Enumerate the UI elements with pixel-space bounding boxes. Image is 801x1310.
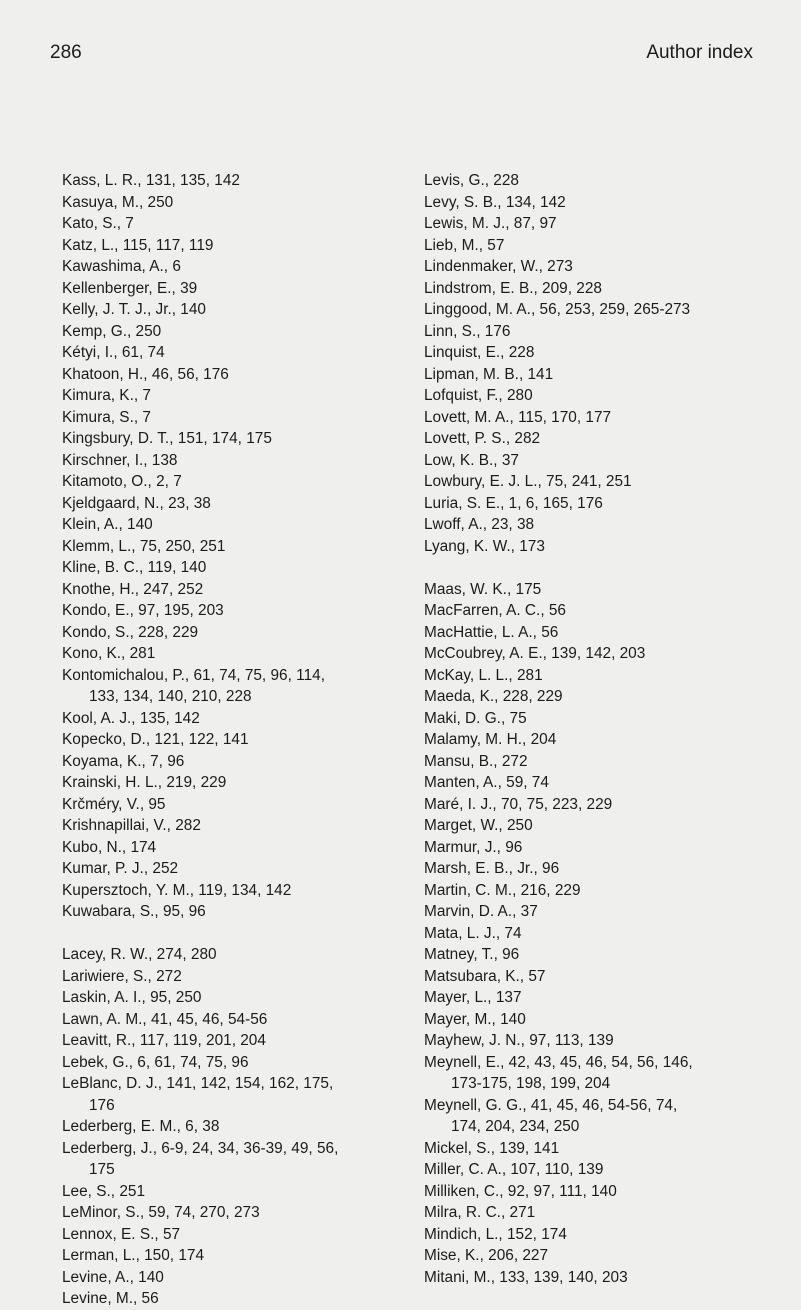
index-entry: Levy, S. B., 134, 142 [424,193,566,211]
index-entry: Meynell, E., 42, 43, 45, 46, 54, 56, 146, [424,1053,693,1071]
index-entry: Kubo, N., 174 [62,838,157,856]
index-entry-continuation: 176 [89,1096,115,1114]
index-entry: Kline, B. C., 119, 140 [62,559,207,576]
index-entry: Krishnapillai, V., 282 [62,817,201,834]
index-column-left [62,170,407,1310]
index-entry: Malamy, M. H., 204 [424,731,557,748]
index-entry: Lederberg, J., 6-9, 24, 34, 36-39, 49, 56, [62,1139,339,1157]
index-entry: LeBlanc, D. J., 141, 142, 154, 162, 175, [62,1075,334,1092]
index-entry: Mayer, M., 140 [424,1010,526,1028]
index-entry: Mayer, L., 137 [424,989,522,1006]
index-entry: Kemp, G., 250 [62,322,162,340]
index-entry: Katz, L., 115, 117, 119 [62,236,214,254]
index-entry: Martin, C. M., 216, 229 [424,881,581,899]
letter-group-gap [62,923,407,945]
index-entry: Kono, K., 281 [62,645,156,662]
index-entry: Lerman, L., 150, 174 [62,1247,205,1264]
index-entry: Laskin, A. I., 95, 250 [62,989,202,1006]
index-entry: Kingsbury, D. T., 151, 174, 175 [62,430,272,447]
index-entry-continuation: 133, 134, 140, 210, 228 [89,688,252,705]
index-entry: Kawashima, A., 6 [62,258,181,275]
index-entry: Mickel, S., 139, 141 [424,1139,560,1157]
index-entry: Kellenberger, E., 39 [62,279,198,297]
index-entry: Leavitt, R., 117, 119, 201, 204 [62,1032,266,1049]
index-entry: Mata, L. J., 74 [424,924,522,942]
letter-group-gap [424,557,796,579]
index-entry: Marmur, J., 96 [424,838,523,856]
index-entry: Kumar, P. J., 252 [62,860,179,877]
index-entry-continuation: 174, 204, 234, 250 [451,1118,580,1135]
index-entry: Lawn, A. M., 41, 45, 46, 54-56 [62,1010,268,1028]
index-entry: Kuwabara, S., 95, 96 [62,903,206,920]
index-entry: Levine, A., 140 [62,1268,164,1286]
index-entry: Kupersztoch, Y. M., 119, 134, 142 [62,881,292,899]
index-entry: Krčméry, V., 95 [62,795,166,813]
index-entry: Kitamoto, O., 2, 7 [62,473,182,490]
index-entry: Lowbury, E. J. L., 75, 241, 251 [424,473,632,490]
page-number: 286 [50,42,82,63]
index-entry: Lwoff, A., 23, 38 [424,516,535,533]
index-entry: Kondo, S., 228, 229 [62,623,199,641]
index-entry: Kétyi, I., 61, 74 [62,344,165,361]
index-entry: Meynell, G. G., 41, 45, 46, 54-56, 74, [424,1096,678,1114]
index-entry: Lee, S., 251 [62,1182,146,1200]
index-entry: Lebek, G., 6, 61, 74, 75, 96 [62,1053,249,1071]
index-entry: Kontomichalou, P., 61, 74, 75, 96, 114, [62,666,325,684]
index-entry: Luria, S. E., 1, 6, 165, 176 [424,494,603,512]
index-entry: Lipman, M. B., 141 [424,365,554,383]
index-entry: MacFarren, A. C., 56 [424,602,566,619]
index-entry: Lindstrom, E. B., 209, 228 [424,279,602,297]
index-entry: Mayhew, J. N., 97, 113, 139 [424,1032,614,1049]
index-entry: Manten, A., 59, 74 [424,774,549,791]
index-entry: Linn, S., 176 [424,322,511,340]
index-entry: Lindenmaker, W., 273 [424,258,573,275]
index-entry: Levine, M., 56 [62,1290,159,1307]
index-entry: Levis, G., 228 [424,172,519,189]
index-entry: Matsubara, K., 57 [424,967,546,985]
index-entry: Mise, K., 206, 227 [424,1247,549,1264]
index-entry: Krainski, H. L., 219, 229 [62,774,227,791]
index-entry: Kelly, J. T. J., Jr., 140 [62,301,206,318]
running-title: Author index [646,42,753,63]
index-entry: Kato, S., 7 [62,215,134,232]
index-entry: Marget, W., 250 [424,817,533,834]
index-entry: Klein, A., 140 [62,516,153,533]
index-entry: Lacey, R. W., 274, 280 [62,946,217,963]
index-entry: Lovett, P. S., 282 [424,430,541,447]
index-entry: Linquist, E., 228 [424,344,535,361]
index-entry: MacHattie, L. A., 56 [424,623,559,641]
index-entry: Lennox, E. S., 57 [62,1225,181,1243]
index-entry: Lofquist, F., 280 [424,387,533,404]
index-entry: Kool, A. J., 135, 142 [62,709,200,727]
index-entry: Lariwiere, S., 272 [62,967,182,985]
index-entry: Klemm, L., 75, 250, 251 [62,537,226,555]
index-entry: Maki, D. G., 75 [424,709,527,727]
index-entry: Miller, C. A., 107, 110, 139 [424,1161,604,1178]
index-entry: Marsh, E. B., Jr., 96 [424,860,560,877]
index-entry: Matney, T., 96 [424,946,520,963]
index-entry: Lovett, M. A., 115, 170, 177 [424,408,612,426]
index-entry: Khatoon, H., 46, 56, 176 [62,365,229,383]
index-entry: Kirschner, I., 138 [62,451,178,469]
index-column-right [424,170,796,1288]
index-entry: Kjeldgaard, N., 23, 38 [62,494,211,512]
index-entry: Mindich, L., 152, 174 [424,1225,567,1243]
index-entry: Kasuya, M., 250 [62,193,174,211]
index-entry: Low, K. B., 37 [424,451,519,469]
index-entry: Kopecko, D., 121, 122, 141 [62,731,249,748]
index-entry: Maas, W. K., 175 [424,580,542,598]
index-entry: Lederberg, E. M., 6, 38 [62,1118,220,1135]
index-entry: Linggood, M. A., 56, 253, 259, 265-273 [424,301,691,318]
index-entry: Kimura, S., 7 [62,408,151,426]
page-header [50,42,753,68]
index-entry: McCoubrey, A. E., 139, 142, 203 [424,645,646,662]
index-entry: Marvin, D. A., 37 [424,903,538,920]
index-entry: McKay, L. L., 281 [424,666,543,684]
index-entry: Koyama, K., 7, 96 [62,752,185,770]
index-entry: Kimura, K., 7 [62,387,151,404]
index-entry: Kondo, E., 97, 195, 203 [62,602,224,619]
index-entry: Maré, I. J., 70, 75, 223, 229 [424,795,613,813]
index-entry: Knothe, H., 247, 252 [62,580,204,598]
index-entry: Lewis, M. J., 87, 97 [424,215,557,232]
index-entry-continuation: 173-175, 198, 199, 204 [451,1075,611,1092]
index-entry: Lyang, K. W., 173 [424,537,545,555]
index-entry: Mitani, M., 133, 139, 140, 203 [424,1268,628,1286]
index-entry: Milliken, C., 92, 97, 111, 140 [424,1182,617,1200]
index-entry: Milra, R. C., 271 [424,1204,536,1221]
index-entry: Lieb, M., 57 [424,236,505,254]
index-entry-continuation: 175 [89,1161,115,1178]
index-entry: Kass, L. R., 131, 135, 142 [62,172,240,189]
index-entry: Mansu, B., 272 [424,752,528,770]
index-entry: Maeda, K., 228, 229 [424,688,563,705]
index-entry: LeMinor, S., 59, 74, 270, 273 [62,1204,260,1221]
